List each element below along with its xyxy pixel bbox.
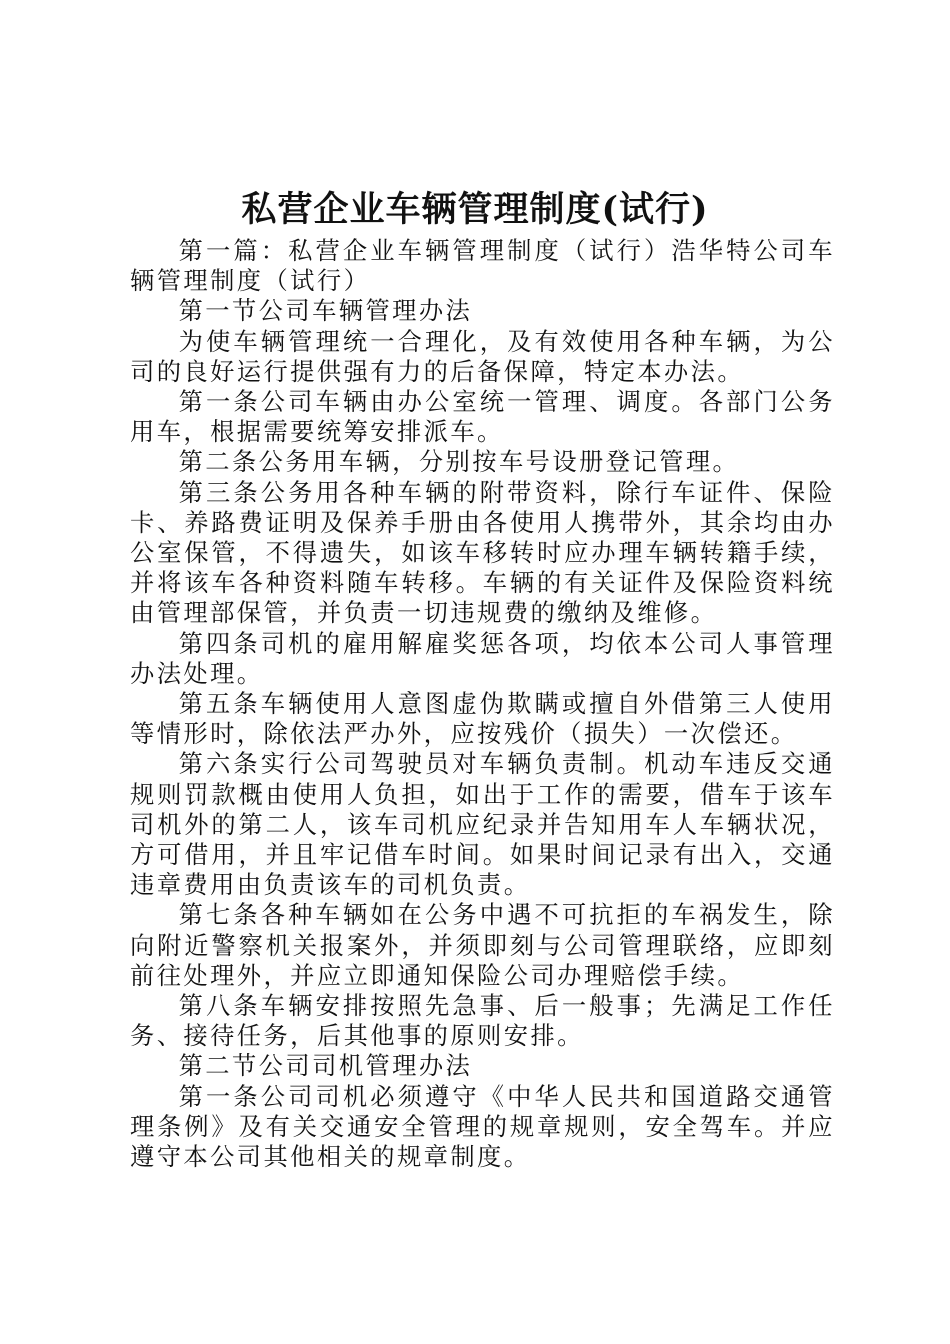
article-6: 第六条实行公司驾驶员对车辆负责制。机动车违反交通规则罚款概由使用人负担，如出于工作的需要，借车于该车司机外的第二人，该车司机应纪录并告知用车人车辆状况，方可借用，并且牢记借车时间。如果时间记录有出入，交通违章费用由负责该车的司机负责。	[130, 749, 835, 900]
article-5: 第五条车辆使用人意图虚伪欺瞒或擅自外借第三人使用等情形时，除依法严办外，应按残价（损失）一次偿还。	[130, 689, 835, 749]
article-8: 第八条车辆安排按照先急事、后一般事；先满足工作任务、接待任务，后其他事的原则安排。	[130, 991, 835, 1051]
article-4: 第四条司机的雇用解雇奖惩各项，均依本公司人事管理办法处理。	[130, 628, 835, 688]
article-2: 第二条公务用车辆，分别按车号设册登记管理。	[178, 447, 740, 477]
driver-article-1: 第一条公司司机必须遵守《中华人民共和国道路交通管理条例》及有关交通安全管理的规章规则，安全驾车。并应遵守本公司其他相关的规章制度。	[130, 1081, 835, 1172]
section-heading-driver: 第二节公司司机管理办法	[178, 1051, 473, 1081]
article-7: 第七条各种车辆如在公务中遇不可抗拒的车祸发生，除向附近警察机关报案外，并须即刻与公司管理联络，应即刻前往处理外，并应立即通知保险公司办理赔偿手续。	[130, 900, 835, 990]
article-1: 第一条公司车辆由办公室统一管理、调度。各部门公务用车，根据需要统筹安排派车。	[130, 387, 835, 447]
section-heading-vehicle: 第一节公司车辆管理办法	[178, 296, 473, 326]
document-body	[130, 236, 835, 1172]
paragraph-purpose: 为使车辆管理统一合理化，及有效使用各种车辆，为公司的良好运行提供强有力的后备保障，特定本办法。	[130, 326, 835, 386]
article-3: 第三条公务用各种车辆的附带资料，除行车证件、保险卡、养路费证明及保养手册由各使用人携带外，其余均由办公室保管，不得遗失，如该车移转时应办理车辆转籍手续，并将该车各种资料随车转移。车辆的有关证件及保险资料统由管理部保管，并负责一切违规费的缴纳及维修。	[130, 477, 835, 628]
document-title: 私营企业车辆管理制度(试行)	[241, 189, 709, 230]
paragraph-chapter-heading: 第一篇：私营企业车辆管理制度（试行）浩华特公司车辆管理制度（试行）	[130, 236, 835, 296]
